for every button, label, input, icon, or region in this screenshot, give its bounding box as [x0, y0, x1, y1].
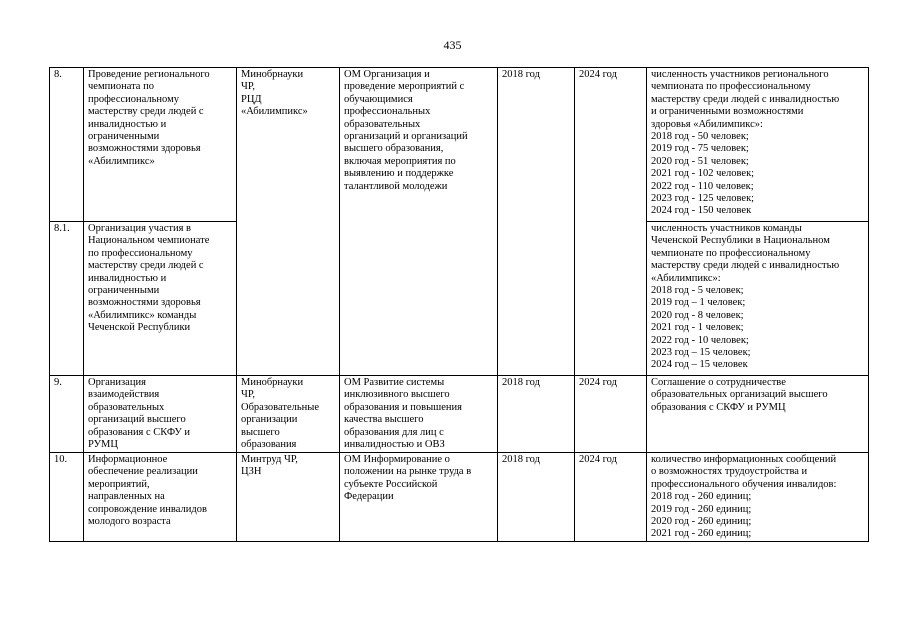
main-measure: ОМ Развитие системы инклюзивного высшего образования и повышения качества высшего образования для лиц с инвалидностью и ОВЗ — [340, 376, 498, 453]
table-row-10 — [50, 453, 869, 542]
executor: Минтруд ЧР, ЦЗН — [237, 453, 340, 542]
row-number: 9. — [50, 376, 84, 453]
page-number: 435 — [443, 38, 462, 52]
table-row-8 — [50, 68, 869, 222]
event-name: Организация участия в Национальном чемпионате по профессиональному мастерству среди людей с инвалидностью и ограниченными возможностями здоровья «Абилимпикс» команды Чеченской Республики — [84, 222, 237, 376]
end-year: 2024 год — [575, 453, 647, 542]
row-number: 8. — [50, 68, 84, 222]
main-measure: ОМ Информирование о положении на рынке труда в субъекте Российской Федерации — [340, 453, 498, 542]
start-year: 2018 год — [498, 453, 575, 542]
end-year: 2024 год — [575, 68, 647, 376]
indicator: численность участников регионального чемпионата по профессиональному мастерству среди людей с инвалидностью и ограниченными возможностями здоровья «Абилимпикс»: 2018 год - 50 человек; 2019 год - 75 человек; 2020 год - 51 человек; 2021 год - 102 человек; 2022 год - 110 человек; 2023 год - 125 человек; 2024 год - 150 человек — [647, 68, 869, 222]
event-name: Информационное обеспечение реализации мероприятий, направленных на сопровождение инвалидов молодого возраста — [84, 453, 237, 542]
indicator: численность участников команды Чеченской Республики в Национальном чемпионате по профессиональному мастерству среди людей с инвалидностью «Абилимпикс»: 2018 год - 5 человек; 2019 год – 1 человек; 2020 год - 8 человек; 2021 год - 1 человек; 2022 год - 10 человек; 2023 год – 15 человек; 2024 год – 15 человек — [647, 222, 869, 376]
row-number: 10. — [50, 453, 84, 542]
program-table — [49, 67, 869, 542]
event-name: Проведение регионального чемпионата по профессиональному мастерству среди людей с инвалидностью и ограниченными возможностями здоровья «Абилимпикс» — [84, 68, 237, 222]
indicator: Соглашение о сотрудничестве образовательных организаций высшего образования с СКФУ и РУМЦ — [647, 376, 869, 453]
executor: Минобрнауки ЧР, Образовательные организации высшего образования — [237, 376, 340, 453]
main-measure: ОМ Организация и проведение мероприятий с обучающимися профессиональных образовательных организаций и организаций высшего образования, включая мероприятия по выявлению и поддержке талантливой молодежи — [340, 68, 498, 376]
table-row-9 — [50, 376, 869, 453]
executor: Минобрнауки ЧР, РЦД «Абилимпикс» — [237, 68, 340, 376]
start-year: 2018 год — [498, 376, 575, 453]
event-name: Организация взаимодействия образовательных организаций высшего образования с СКФУ и РУМЦ — [84, 376, 237, 453]
end-year: 2024 год — [575, 376, 647, 453]
row-number: 8.1. — [50, 222, 84, 376]
start-year: 2018 год — [498, 68, 575, 376]
indicator: количество информационных сообщений о возможностях трудоустройства и профессионального обучения инвалидов: 2018 год - 260 единиц; 2019 год - 260 единиц; 2020 год - 260 единиц; 2021 год - 260 единиц; — [647, 453, 869, 542]
